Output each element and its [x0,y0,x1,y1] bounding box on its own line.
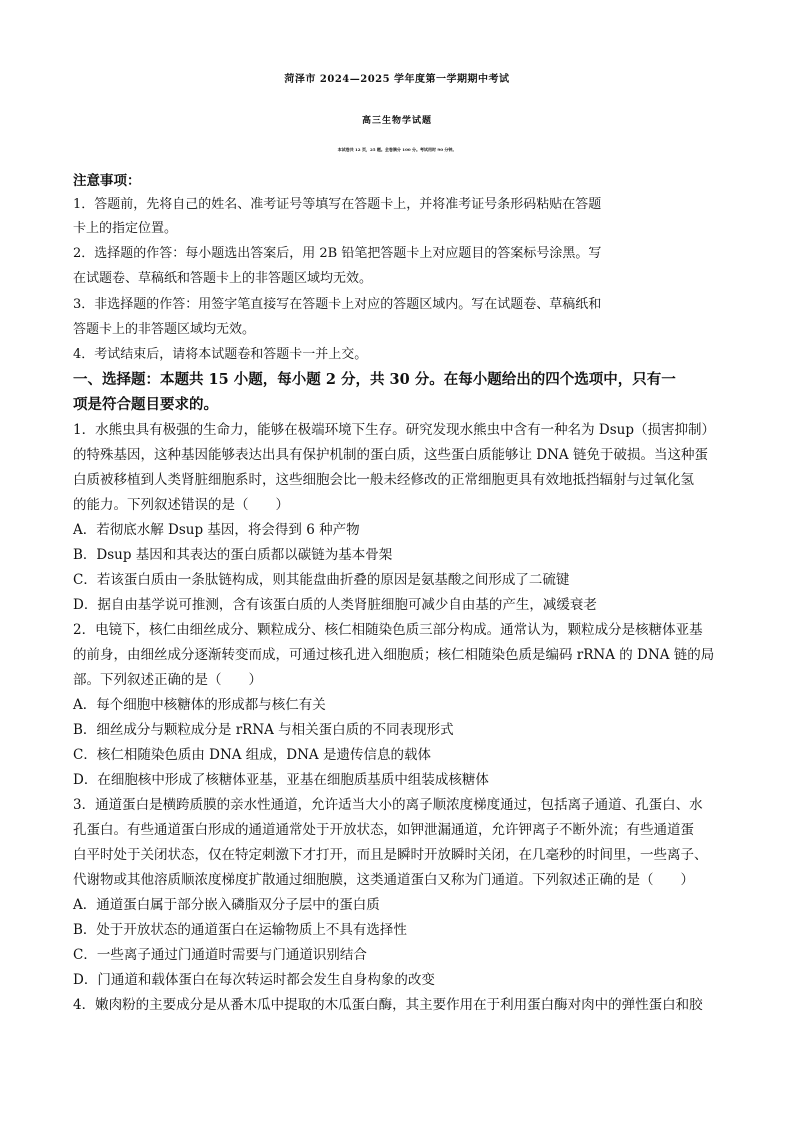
question-stem: 2．电镜下，核仁由细丝成分、颗粒成分、核仁相随染色质三部分构成。通常认为，颗粒成分是核糖体亚基 [73,622,703,638]
notice-line: 卡上的指定位置。 [73,221,178,236]
notice-line: 1．答题前，先将自己的姓名、准考证号等填写在答题卡上，并将准考证号条形码粘贴在答题 [73,197,602,212]
answer-option: B．处于开放状态的通道蛋白在运输物质上不具有选择性 [73,922,407,938]
question-stem: 部。下列叙述正确的是（ ） [73,672,262,688]
question-stem: 1．水熊虫具有极强的生命力，能够在极端环境下生存。研究发现水熊虫中含有一种名为 Dsup（损害抑制） [73,422,715,438]
notice-heading: 注意事项： [73,173,141,189]
notice-line: 在试题卷、草稿纸和答题卡上的非答题区域均无效。 [73,271,373,286]
notice-line: 4．考试结束后，请将本试题卷和答题卡一并上交。 [73,347,368,362]
answer-option: D．据自由基学说可推测，含有该蛋白质的人类肾脏细胞可减少自由基的产生，减缓衰老 [73,597,597,613]
answer-option: C．核仁相随染色质由 DNA 组成，DNA 是遗传信息的载体 [73,747,431,763]
exam-info: 本试卷共 12 页，25 题。全卷满分 100 分。考试用时 90 分钟。 [337,147,457,152]
question-stem: 的特殊基因，这种基因能够表达出具有保护机制的蛋白质，这些蛋白质能够让 DNA 链免于破损。当这种蛋 [73,447,708,463]
answer-option: C．若该蛋白质由一条肽链构成，则其能盘曲折叠的原因是氨基酸之间形成了二硫键 [73,572,570,588]
question-stem: 3．通道蛋白是横跨质膜的亲水性通道，允许适当大小的离子顺浓度梯度通过，包括离子通道、孔蛋白、水 [73,797,703,813]
question-stem: 孔蛋白。有些通道蛋白形成的通道通常处于开放状态，如钾泄漏通道，允许钾离子不断外流；有些通道蛋 [73,822,694,838]
notice-line: 答题卡上的非答题区域均无效。 [73,322,256,337]
notice-line: 2．选择题的作答：每小题选出答案后，用 2B 铅笔把答题卡上对应题目的答案标号涂黑。写 [73,246,602,261]
question-stem: 白质被移植到人类肾脏细胞系时，这些细胞会比一般未经修改的正常细胞更具有效地抵挡辐射与过氧化氢 [73,472,694,488]
question-stem: 的能力。下列叙述错误的是（ ） [73,497,289,513]
section-heading: 项是符合题目要求的。 [73,396,218,413]
question-stem: 代谢物或其他溶质顺浓度梯度扩散通过细胞膜，这类通道蛋白又称为门通道。下列叙述正确的是（ ） [73,872,694,888]
exam-title: 菏泽市 2024—2025 学年度第一学期期中考试 [284,74,510,85]
question-stem: 的前身，由细丝成分逐渐转变而成，可通过核孔进入细胞质；核仁相随染色质是编码 rRNA 的 DNA 链的局 [73,647,715,663]
answer-option: D．门通道和载体蛋白在每次转运时都会发生自身构象的改变 [73,972,435,988]
answer-option: C．一些离子通过门通道时需要与门通道识别结合 [73,947,367,963]
answer-option: A．通道蛋白属于部分嵌入磷脂双分子层中的蛋白质 [73,897,380,913]
notice-line: 3．非选择题的作答：用签字笔直接写在答题卡上对应的答题区域内。写在试题卷、草稿纸和 [73,297,602,312]
answer-option: A．每个细胞中核糖体的形成都与核仁有关 [73,697,326,713]
answer-option: D．在细胞核中形成了核糖体亚基，亚基在细胞质基质中组装成核糖体 [73,772,489,788]
answer-option: A．若彻底水解 Dsup 基因，将会得到 6 种产物 [73,522,360,538]
answer-option: B．细丝成分与颗粒成分是 rRNA 与相关蛋白质的不同表现形式 [73,722,454,738]
section-heading: 一、选择题：本题共 15 小题，每小题 2 分，共 30 分。在每小题给出的四个选项中，只有一 [73,371,676,388]
question-stem: 白平时处于关闭状态，仅在特定刺激下才打开，而且是瞬时开放瞬时关闭，在几毫秒的时间里，一些离子、 [73,847,708,863]
question-stem: 4．嫩肉粉的主要成分是从番木瓜中提取的木瓜蛋白酶，其主要作用在于利用蛋白酶对肉中的弹性蛋白和胶 [73,997,703,1013]
answer-option: B．Dsup 基因和其表达的蛋白质都以碳链为基本骨架 [73,547,393,563]
exam-subtitle: 高三生物学试题 [361,116,432,126]
